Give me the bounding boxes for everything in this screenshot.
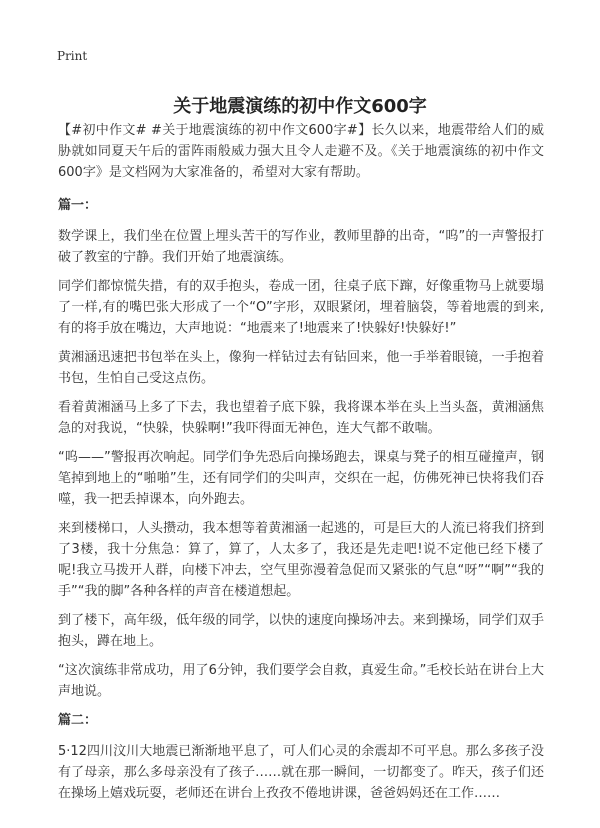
paragraph: 数学课上，我们坐在位置上埋头苦干的写作业，教师里静的出奇，“呜”的一声警报打破了教室的宁静。我们开始了地震演练。 <box>58 229 544 265</box>
intro-paragraph: 【#初中作文# #关于地震演练的初中作文600字#】长久以来，地震带给人们的威胁就如同夏天午后的雷阵雨般威力强大且令人走避不及。《关于地震演练的初中作文600字》是文档网为大家准备的，希望对大家有帮助。 <box>58 123 544 180</box>
paragraph: 到了楼下，高年级，低年级的同学，以快的速度向操场冲去。来到操场，同学们双手抱头，蹲在地上。 <box>58 613 544 649</box>
paragraph: 来到楼梯口，人头攒动，我本想等着黄湘涵一起逃的，可是巨大的人流已将我们挤到了3楼，我十分焦急：算了，算了，人太多了，我还是先走吧!说不定他已经下楼了呢!我立马拨开人群，向楼下冲去，空气里弥漫着急促而又紧张的气息“呀”“啊”“我的手”“我的脚”各种各样的声音在楼道想起。 <box>58 521 544 599</box>
paragraph: 黄湘涵迅速把书包举在头上，像狗一样钻过去有钻回来，他一手举着眼镜，一手抱着书包，生怕自己受这点伤。 <box>58 350 544 386</box>
section-heading: 篇二： <box>58 713 98 728</box>
paragraph: 看着黄湘涵马上多了下去，我也望着子底下躲，我将课本举在头上当头盔，黄湘涵焦急的对我说，“快躲，快躲啊!”我吓得面无神色，连大气都不敢喘。 <box>58 400 544 436</box>
paragraph: 5·12四川汶川大地震已渐渐地平息了，可人们心灵的余震却不可平息。那么多孩子没有了母亲，那么多母亲没有了孩子……就在那一瞬间，一切都变了。昨天，孩子们还在操场上嬉戏玩耍，老师还在讲台上孜孜不倦地讲课，爸爸妈妈还在工作…… <box>58 744 544 801</box>
paragraph: “这次演练非常成功，用了6分钟，我们要学会自救，真爱生命。”毛校长站在讲台上大声地说。 <box>58 663 544 699</box>
article-body <box>58 120 544 812</box>
paragraph: “呜——”警报再次响起。同学们争先恐后向操场跑去，课桌与凳子的相互碰撞声，钢笔掉到地上的“啪啪”生，还有同学们的尖叫声，交织在一起，仿佛死神已快将我们吞噬，我一把丢掉课本，向外跑去。 <box>58 450 544 507</box>
print-link[interactable]: Print <box>57 49 88 63</box>
paragraph: 同学们都惊慌失措，有的双手抱头，卷成一团，往桌子底下蹿，好像重物马上就要塌了一样,有的嘴巴张大形成了一个“O”字形，双眼紧闭，埋着脑袋，等着地震的到来,有的将手放在嘴边，大声地说：“地震来了!地震来了!快躲好!快躲好!” <box>58 279 544 336</box>
page-title: 关于地震演练的初中作文600字 <box>173 96 427 118</box>
section-heading: 篇一： <box>58 198 98 213</box>
